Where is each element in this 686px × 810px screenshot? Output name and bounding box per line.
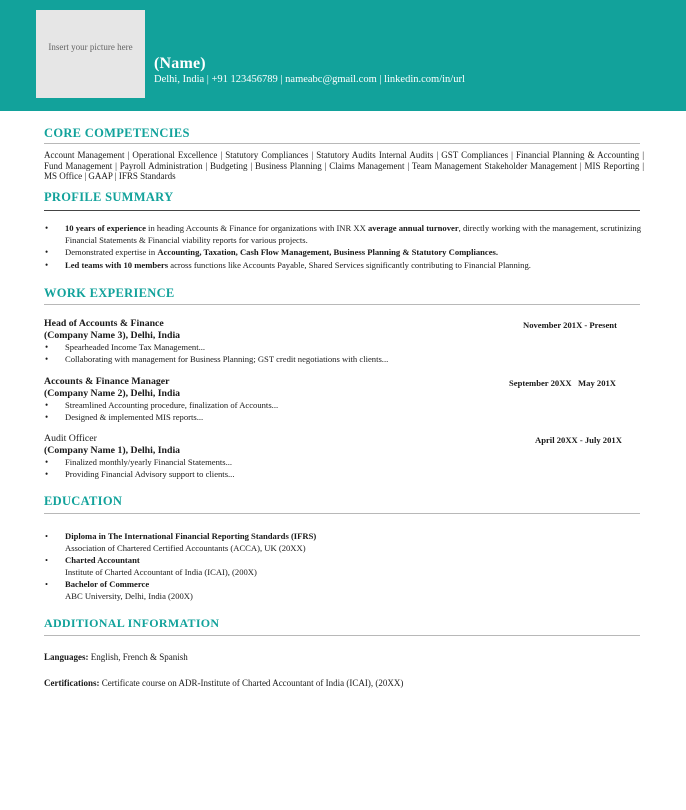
additional-information-divider bbox=[44, 635, 640, 636]
job-bullets bbox=[44, 400, 644, 423]
list-item bbox=[44, 578, 644, 602]
languages-value: English, French & Spanish bbox=[88, 652, 188, 662]
education-institution: Institute of Charted Accountant of India (ICAI), (200X) bbox=[65, 567, 257, 577]
resume-header bbox=[0, 0, 686, 111]
job-bullets bbox=[44, 342, 644, 365]
list-item: • Finalized monthly/yearly Financial Statements... bbox=[44, 457, 644, 469]
bullet-bold-text: Led teams with 10 members bbox=[65, 259, 169, 270]
list-item bbox=[44, 222, 644, 246]
additional-information-heading: ADDITIONAL INFORMATION bbox=[44, 616, 220, 630]
profile-summary-divider bbox=[44, 210, 640, 211]
languages-line bbox=[44, 652, 188, 662]
bullet-text: , directly working with the management, scrutinizing Financial Statements & Financial viability reports for various projects. bbox=[65, 223, 642, 245]
education-degree: • Charted Accountant bbox=[65, 555, 140, 565]
list-item: • Streamlined Accounting procedure, finalization of Accounts... bbox=[44, 400, 644, 412]
education-institution: Association of Chartered Certified Accountants (ACCA), UK (20XX) bbox=[65, 543, 306, 553]
list-item bbox=[44, 530, 644, 554]
job-dates: September 20XX May 201X bbox=[509, 378, 617, 388]
core-competencies-heading: CORE COMPETENCIES bbox=[44, 126, 190, 140]
profile-summary-list bbox=[44, 222, 644, 271]
photo-placeholder-text: Insert your picture here bbox=[48, 41, 133, 52]
core-competencies-divider bbox=[44, 143, 640, 144]
core-competencies-text: Account Management | Operational Excellence | Statutory Compliances | Statutory Audits Internal Audits | GST Compliances | Financial Planning & Accounting | Fund Management | Payroll Administration | Budgeting | Business Planning | Claims Management | Team Management Stakeholder Management | MIS Reporting | MS Office | GAAP | IFRS Standards bbox=[44, 150, 644, 181]
certifications-line bbox=[44, 678, 403, 688]
job-company: (Company Name 2), Delhi, India bbox=[44, 388, 181, 399]
job-title: Head of Accounts & Finance bbox=[44, 318, 164, 329]
list-item: • Spearheaded Income Tax Management... bbox=[44, 342, 644, 354]
list-item bbox=[44, 554, 644, 578]
bullet-bold-text: 10 years of experience bbox=[65, 223, 146, 233]
list-item bbox=[44, 259, 644, 272]
education-institution: ABC University, Delhi, India (200X) bbox=[65, 591, 193, 601]
education-divider bbox=[44, 513, 640, 514]
job-dates: November 201X - Present bbox=[523, 320, 617, 330]
education-heading: EDUCATION bbox=[44, 494, 123, 508]
languages-label: Languages: bbox=[44, 652, 89, 662]
job-dates: April 20XX - July 201X bbox=[535, 435, 622, 445]
job-title: Audit Officer bbox=[44, 433, 97, 444]
photo-placeholder[interactable] bbox=[36, 10, 145, 98]
list-item bbox=[44, 246, 644, 259]
work-experience-heading: WORK EXPERIENCE bbox=[44, 286, 175, 300]
list-item: • Collaborating with management for Business Planning; GST credit negotiations with clients... bbox=[44, 354, 644, 366]
job-company: (Company Name 1), Delhi, India bbox=[44, 445, 181, 456]
list-item: • Designed & implemented MIS reports... bbox=[44, 412, 644, 424]
work-experience-divider bbox=[44, 304, 640, 305]
education-degree: • Bachelor of Commerce bbox=[65, 579, 150, 589]
bullet-bold-text: Accounting, Taxation, Cash Flow Management, Business Planning & Statutory Compliances. bbox=[157, 247, 499, 257]
bullet-text: in heading Accounts & Finance for organizations with INR XX bbox=[145, 223, 368, 233]
education-degree: • Diploma in The International Financial Reporting Standards (IFRS) bbox=[65, 531, 317, 541]
job-company: (Company Name 3), Delhi, India bbox=[44, 330, 181, 341]
certifications-label: Certifications: bbox=[44, 678, 100, 688]
profile-summary-heading: PROFILE SUMMARY bbox=[44, 190, 174, 204]
bullet-text: across functions like Accounts Payable, Shared Services significantly contributing to Financial Planning. bbox=[168, 259, 531, 270]
job-title: Accounts & Finance Manager bbox=[44, 376, 170, 387]
bullet-bold-text: average annual turnover bbox=[367, 223, 459, 233]
education-list bbox=[44, 530, 644, 602]
candidate-name: (Name) bbox=[154, 55, 206, 72]
certifications-value: Certificate course on ADR-Institute of Charted Accountant of India (ICAI), (20XX) bbox=[99, 678, 404, 688]
bullet-text: Demonstrated expertise in bbox=[65, 247, 158, 257]
contact-line: Delhi, India | +91 123456789 | nameabc@gmail.com | linkedin.com/in/url bbox=[154, 74, 465, 85]
list-item: • Providing Financial Advisory support to clients... bbox=[44, 469, 644, 481]
job-bullets bbox=[44, 457, 644, 480]
